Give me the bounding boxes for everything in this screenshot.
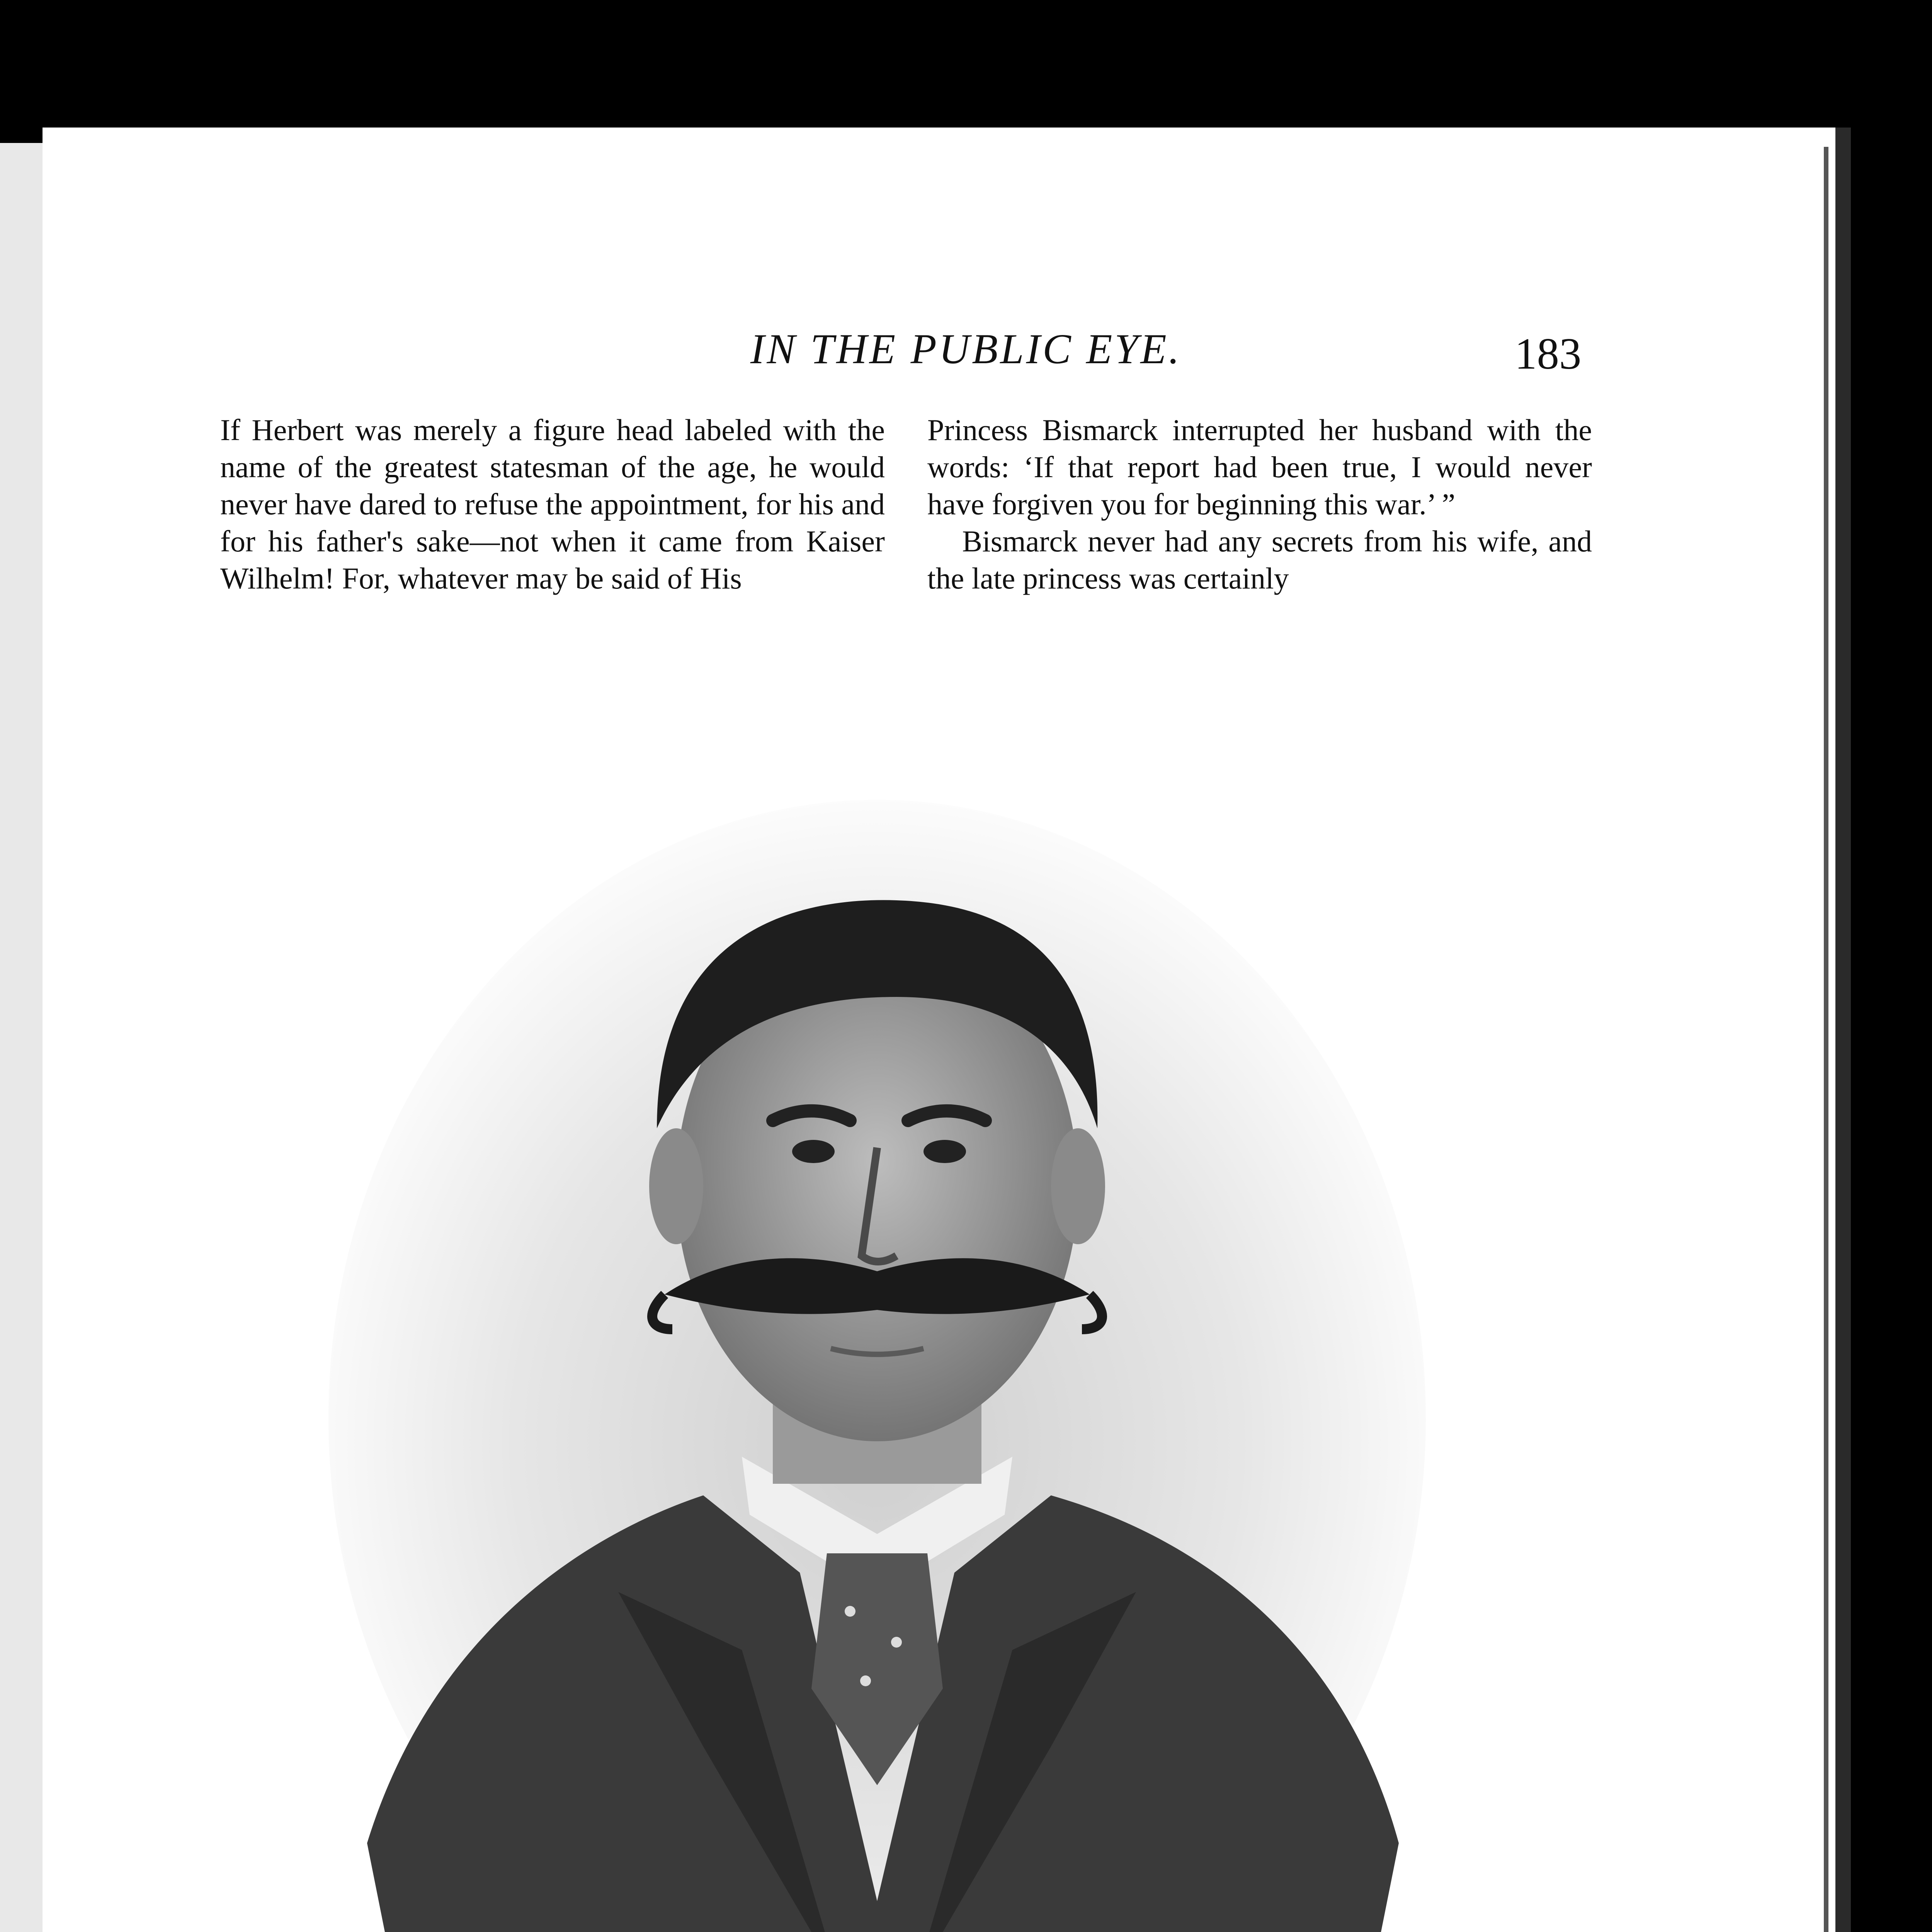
column-top-right [927, 412, 1592, 597]
page-fold-line [1824, 147, 1828, 1932]
paragraph: Bismarck never had any secrets from his wife, and the late princess was certainly [927, 524, 1592, 595]
column-top-left [220, 412, 885, 597]
paragraph: If Herbert was merely a figure head labeled with the name of the greatest statesman of the age, he would never have dared to refuse the appointment, for his and for his father's sake—not when it came from Kaiser Wilhelm! For, whatever may be said of His [220, 413, 885, 595]
left-page-edge [0, 143, 45, 1932]
paragraph: Princess Bismarck interrupted her husband with the words: ‘If that report had been true, I would never have forgiven you for beginning this war.’ ” [927, 413, 1592, 521]
portrait-photograph [317, 781, 1437, 1932]
page-number: 183 [1515, 329, 1582, 378]
running-head: IN THE PUBLIC EYE. [750, 325, 1182, 372]
right-page-edge [1835, 128, 1851, 1932]
portrait-illustration [317, 781, 1437, 1932]
